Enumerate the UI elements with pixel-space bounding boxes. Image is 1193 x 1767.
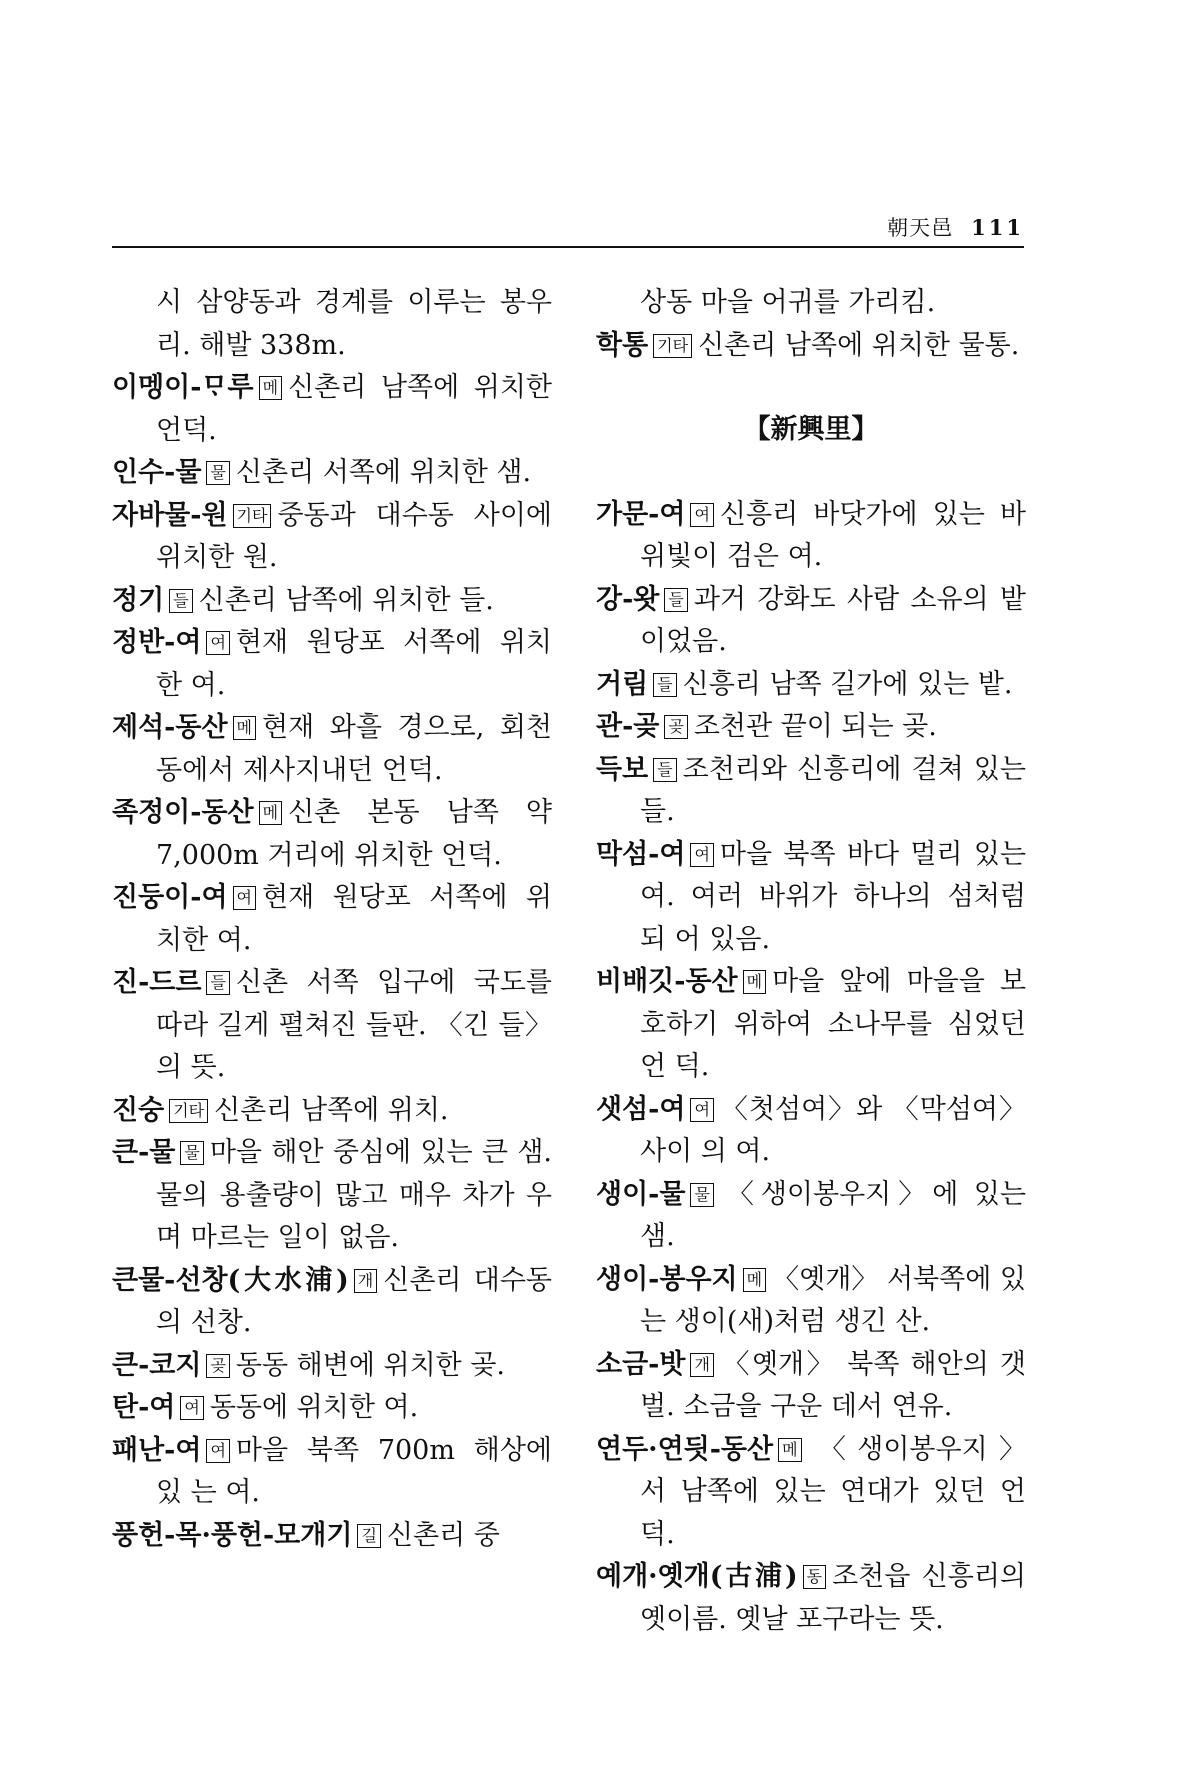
entry-definition: 〈생이봉우지〉에 있는 샘.: [640, 1178, 1026, 1252]
entry-definition: 과거 강화도 사람 소유의 밭 이었음.: [640, 583, 1026, 657]
entry-term: 제석-동산: [112, 712, 228, 743]
entry-category-tag: 물: [180, 1141, 203, 1165]
dictionary-entry: [596, 1174, 1026, 1259]
entry-category-tag: 메: [743, 1268, 766, 1292]
entry-category-tag: 여: [206, 1439, 229, 1463]
entry-term: 패난-여: [112, 1434, 202, 1466]
entry-definition: 신촌 본동 남쪽 약 7,000m 거리에 위치한 언덕.: [156, 797, 552, 871]
entry-term: 막섬-여: [596, 838, 686, 870]
dictionary-entry: [596, 961, 1026, 1089]
entry-category-tag: 개: [354, 1269, 377, 1293]
dictionary-entry: [112, 282, 552, 367]
entry-definition: 신촌리 남쪽에 위치.: [214, 1094, 449, 1126]
entry-category-tag: 물: [690, 1183, 713, 1207]
entry-term: 강-왓: [596, 583, 660, 615]
dictionary-entry: [596, 1344, 1026, 1429]
entry-term: 거림: [596, 668, 649, 700]
dictionary-entry: [112, 707, 552, 792]
entry-category-tag: 동: [803, 1565, 826, 1589]
entry-category-tag: 곶: [664, 715, 687, 739]
entry-definition: 상동 마을 어귀를 가리킴.: [640, 287, 936, 318]
entry-category-tag: 길: [357, 1524, 380, 1548]
dictionary-entry: [112, 1260, 552, 1345]
right-column-entries: [596, 494, 1026, 1642]
entry-definition: 신촌리 남쪽에 위치한 들.: [198, 584, 494, 616]
entry-term: 소금-밧: [596, 1348, 686, 1380]
entry-category-tag: 들: [653, 758, 676, 782]
entry-term: 자바물-원: [112, 499, 228, 531]
entry-term: 족정이-동산: [112, 797, 254, 828]
page-number: 111: [971, 215, 1024, 240]
entry-category-tag: 메: [259, 801, 282, 825]
entry-category-tag: 여: [180, 1396, 203, 1420]
entry-definition: 동동 해변에 위치한 곶.: [235, 1349, 505, 1381]
entry-category-tag: 기타: [169, 1099, 208, 1123]
entry-definition: 현재 원당포 서쪽에 위치 한 여.: [156, 627, 552, 701]
entry-category-tag: 들: [653, 673, 676, 697]
dictionary-entry: [596, 579, 1026, 664]
dictionary-entry: [112, 452, 552, 495]
dictionary-entry: [112, 367, 552, 452]
entry-category-tag: 들: [206, 971, 229, 995]
dictionary-entry: [112, 495, 552, 580]
entry-category-tag: 기타: [653, 334, 692, 358]
dictionary-entry: [596, 1556, 1026, 1641]
entry-definition: 마을 북쪽 700m 해상에 있 는 여.: [156, 1434, 552, 1508]
entry-category-tag: 여: [690, 503, 713, 527]
section-heading: 【新興里】: [743, 414, 879, 445]
entry-definition: 신흥리 바닷가에 있는 바 위빛이 검은 여.: [640, 498, 1026, 572]
entry-category-tag: 들: [664, 588, 687, 612]
entry-term: 풍헌-목·풍헌-모개기: [112, 1519, 353, 1551]
dictionary-entry: [596, 1429, 1026, 1557]
entry-term: 큰물-선창(大水浦): [112, 1264, 349, 1296]
dictionary-entry: [596, 325, 1026, 368]
entry-term: 생이-봉우지: [596, 1263, 738, 1295]
entry-definition: 현재 원당포 서쪽에 위 치한 여.: [156, 882, 552, 956]
entry-definition: 〈생이봉우지〉 서 남쪽에 있는 연대가 있던 언덕.: [640, 1433, 1026, 1550]
entry-category-tag: 개: [690, 1353, 713, 1377]
entry-category-tag: 곶: [206, 1354, 229, 1378]
dictionary-entry: [112, 792, 552, 877]
dictionary-entry: [112, 877, 552, 962]
entry-definition: 신촌리 남쪽에 위치한 물통.: [698, 329, 1020, 361]
entry-category-tag: 기타: [233, 504, 272, 528]
entry-term: 연두·연딋-동산: [596, 1433, 774, 1465]
entry-term: 학통: [596, 329, 649, 361]
entry-definition: 마을 북쪽 바다 멀리 있는 여. 여러 바위가 하나의 섬처럼 되 어 있음.: [640, 838, 1026, 955]
dictionary-entry: [112, 622, 552, 707]
entry-definition: 중동과 대수동 사이에 위치한 원.: [156, 499, 552, 573]
entry-category-tag: 여: [690, 843, 713, 867]
entry-term: 진숭: [112, 1094, 165, 1126]
dictionary-entry: [112, 1132, 552, 1260]
dictionary-entry: [112, 1430, 552, 1515]
entry-definition: 신촌리 서쪽에 위치한 샘.: [235, 457, 532, 488]
entry-term: 진-드르: [112, 967, 202, 998]
dictionary-entry: [596, 1089, 1026, 1174]
entry-definition: 신흥리 남쪽 길가에 있는 밭.: [682, 668, 1013, 700]
entry-definition: 신촌리 남쪽에 위치한 언덕.: [156, 372, 552, 446]
entry-definition: 신촌리 대수동의 선창.: [156, 1264, 552, 1338]
dictionary-entry: [596, 834, 1026, 962]
dictionary-entry: [596, 706, 1026, 749]
entry-definition: 〈옛개〉 북쪽 해안의 갯벌. 소금을 구운 데서 연유.: [640, 1348, 1026, 1422]
header-title: 朝天邑: [887, 216, 954, 240]
entry-term: 생이-물: [596, 1178, 686, 1210]
entry-definition: 동동에 위치한 여.: [209, 1392, 419, 1423]
entry-term: 가문-여: [596, 498, 686, 530]
right-column: [596, 282, 1026, 1641]
entry-definition: 신촌 서쪽 입구에 국도를 따라 길게 펼쳐진 들판. 〈긴 들〉의 뜻.: [156, 967, 552, 1083]
dictionary-entry: [596, 664, 1026, 707]
entry-category-tag: 여: [690, 1098, 713, 1122]
entry-category-tag: 여: [206, 631, 229, 655]
entry-term: 탄-여: [112, 1392, 176, 1423]
dictionary-entry: [112, 1515, 552, 1558]
entry-term: 샛섬-여: [596, 1093, 686, 1125]
entry-definition: 조천읍 신흥리의 옛이름. 옛날 포구라는 뜻.: [640, 1561, 1027, 1635]
entry-category-tag: 메: [743, 970, 766, 994]
entry-definition: 신촌리 중: [386, 1519, 500, 1551]
page-header: [112, 208, 1024, 248]
dictionary-entry: [596, 1259, 1026, 1344]
running-header: [887, 212, 1024, 242]
entry-category-tag: 메: [259, 376, 282, 400]
entry-category-tag: 메: [233, 716, 256, 740]
entry-definition: 마을 해안 중심에 있는 큰 샘. 물의 용출량이 많고 매우 차가 우며 마르는 일이 없음.: [156, 1137, 552, 1253]
entry-category-tag: 물: [206, 461, 229, 485]
dictionary-entry: [112, 1387, 552, 1430]
entry-definition: 마을 앞에 마을을 보 호하기 위하여 소나무를 심었던 언 덕.: [640, 966, 1026, 1082]
entry-term: 득보: [596, 753, 649, 785]
entry-term: 예개·옛개(古浦): [596, 1561, 798, 1592]
entry-category-tag: 여: [233, 886, 256, 910]
entry-term: 관-곶: [596, 711, 660, 742]
entry-term: 진둥이-여: [112, 882, 228, 913]
entry-definition: 조천관 끝이 되는 곶.: [693, 711, 937, 742]
entry-definition: 〈첫섬여〉와 〈막섬여〉 사이 의 여.: [640, 1093, 1026, 1167]
entry-term: 비배깃-동산: [596, 966, 738, 997]
dictionary-entry: [596, 749, 1026, 834]
dictionary-entry: [596, 282, 1026, 325]
entry-definition: 〈옛개〉 서북쪽에 있는 생이(새)처럼 생긴 산.: [640, 1263, 1026, 1337]
entry-term: 정기: [112, 584, 165, 616]
entry-category-tag: 들: [169, 589, 192, 613]
entry-definition: 조천리와 신흥리에 걸쳐 있는 들.: [640, 753, 1026, 827]
dictionary-entry: [112, 962, 552, 1090]
dictionary-entry: [596, 494, 1026, 579]
entry-term: 인수-물: [112, 457, 202, 488]
entry-term: 정반-여: [112, 627, 202, 658]
left-column: [112, 282, 552, 1557]
dictionary-entry: [112, 580, 552, 623]
dictionary-entry: [112, 1345, 552, 1388]
entry-category-tag: 메: [778, 1438, 801, 1462]
right-column-top: [596, 282, 1026, 367]
entry-term: 이멩이-ᄆᆞ루: [112, 372, 254, 403]
entry-definition: 시 삼양동과 경계를 이루는 봉우리. 해발 338m.: [156, 287, 552, 361]
entry-term: 큰-물: [112, 1137, 176, 1168]
entry-definition: 현재 와흘 경으로, 회천 동에서 제사지내던 언덕.: [156, 712, 552, 786]
dictionary-entry: [112, 1090, 552, 1133]
entry-term: 큰-코지: [112, 1349, 202, 1381]
